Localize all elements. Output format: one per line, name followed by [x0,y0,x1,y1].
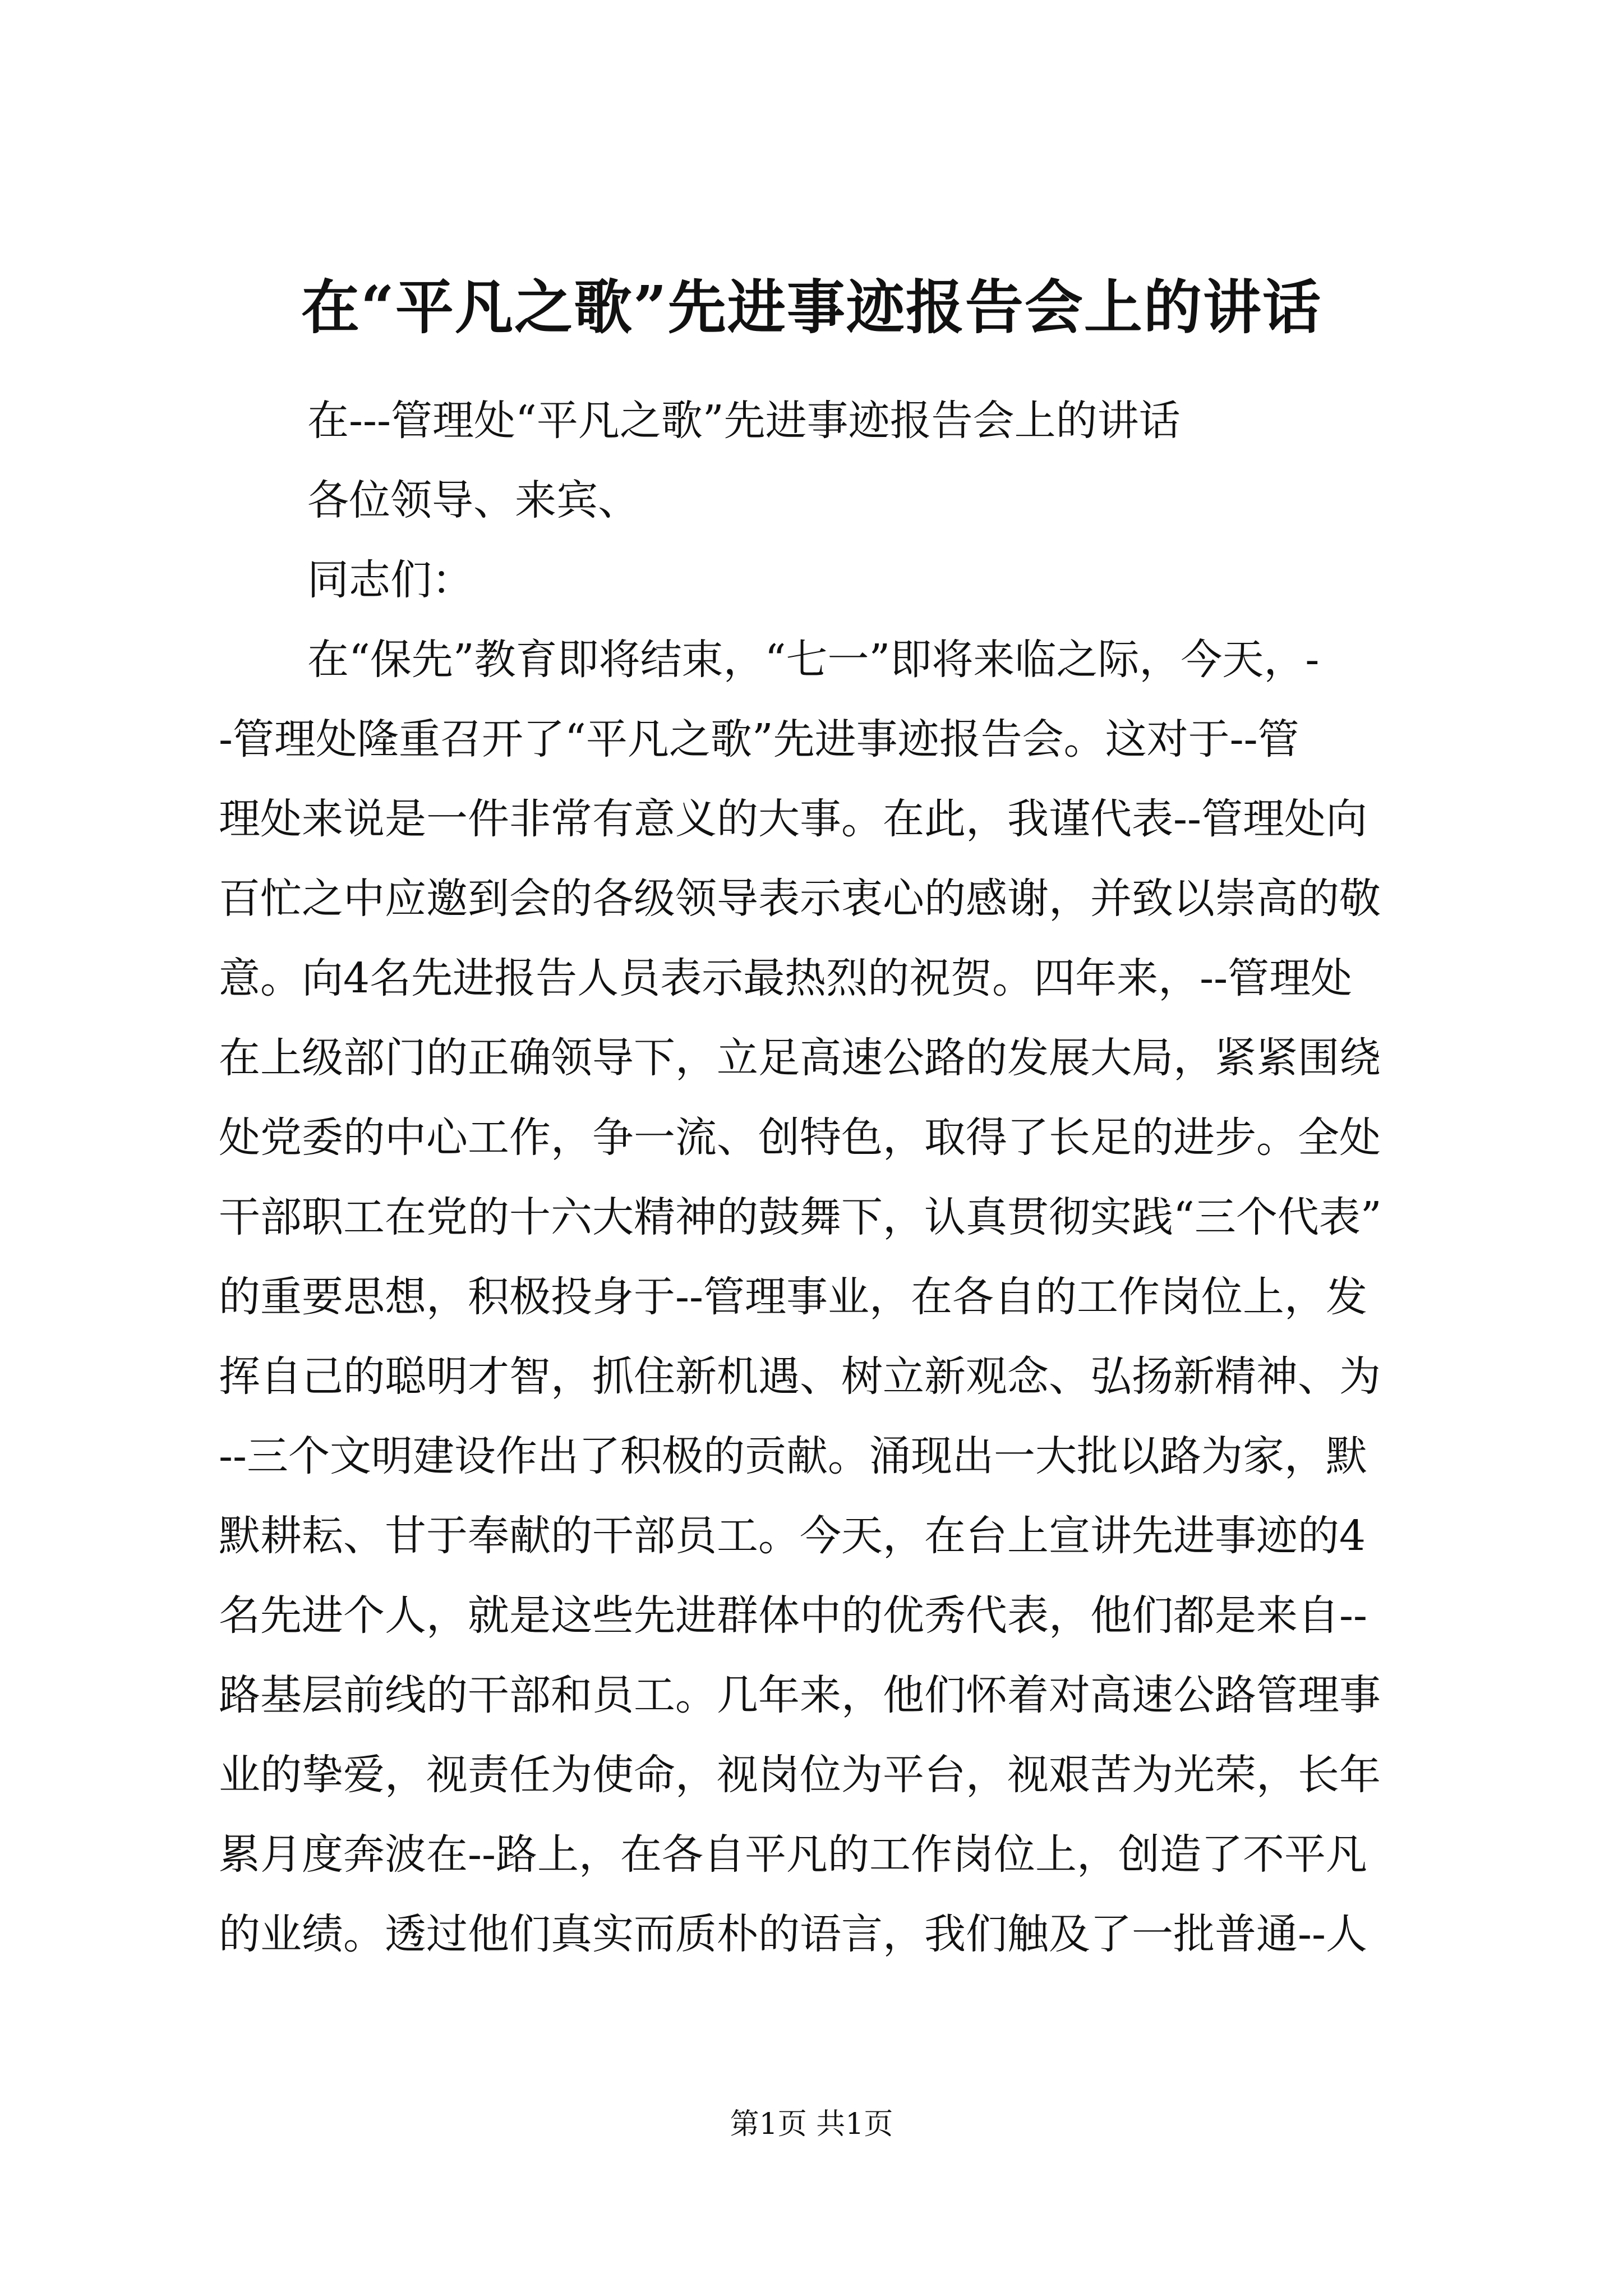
body-line: 挥自己的聪明才智，抓住新机遇、树立新观念、弘扬新精神、为 [219,1352,1381,1401]
body-line: 累月度奔波在--路上，在各自平凡的工作岗位上，创造了不平凡 [219,1830,1368,1879]
document-subtitle: 在---管理处“平凡之歌”先进事迹报告会上的讲话 [307,397,1181,445]
body-line: 理处来说是一件非常有意义的大事。在此，我谨代表--管理处向 [219,795,1368,843]
greeting-line-2: 同志们： [307,556,473,604]
body-line: 默耕耘、甘于奉献的干部员工。今天，在台上宣讲先进事迹的4 [219,1512,1366,1560]
body-line: 意。向4名先进报告人员表示最热烈的祝贺。四年来，--管理处 [219,954,1353,1002]
body-line: 业的挚爱，视责任为使命，视岗位为平台，视艰苦为光荣，长年 [219,1751,1381,1799]
body-line: 名先进个人，就是这些先进群体中的优秀代表，他们都是来自-- [219,1591,1368,1640]
page-footer: 第1页 共1页 [730,2108,893,2141]
body-line: 在“保先”教育即将结束，“七一”即将来临之际，今天，- [307,636,1320,684]
body-line: 的重要思想，积极投身于--管理事业，在各自的工作岗位上，发 [219,1273,1368,1321]
body-line: 的业绩。透过他们真实而质朴的语言，我们触及了一批普通--人 [219,1910,1368,1958]
document-title: 在“平凡之歌”先进事迹报告会上的讲话 [301,273,1322,342]
body-line: 处党委的中心工作，争一流、创特色，取得了长足的进步。全处 [219,1114,1381,1162]
body-line: 在上级部门的正确领导下，立足高速公路的发展大局，紧紧围绕 [219,1034,1381,1082]
body-line: 百忙之中应邀到会的各级领导表示衷心的感谢，并致以崇高的敬 [219,875,1381,923]
body-line: 干部职工在党的十六大精神的鼓舞下，认真贯彻实践“三个代表” [219,1193,1382,1241]
body-line: 路基层前线的干部和员工。几年来，他们怀着对高速公路管理事 [219,1671,1381,1719]
body-line: -管理处隆重召开了“平凡之歌”先进事迹报告会。这对于--管 [219,715,1299,763]
body-line: --三个文明建设作出了积极的贡献。涌现出一大批以路为家，默 [219,1432,1368,1480]
greeting-line-1: 各位领导、来宾、 [307,476,639,524]
